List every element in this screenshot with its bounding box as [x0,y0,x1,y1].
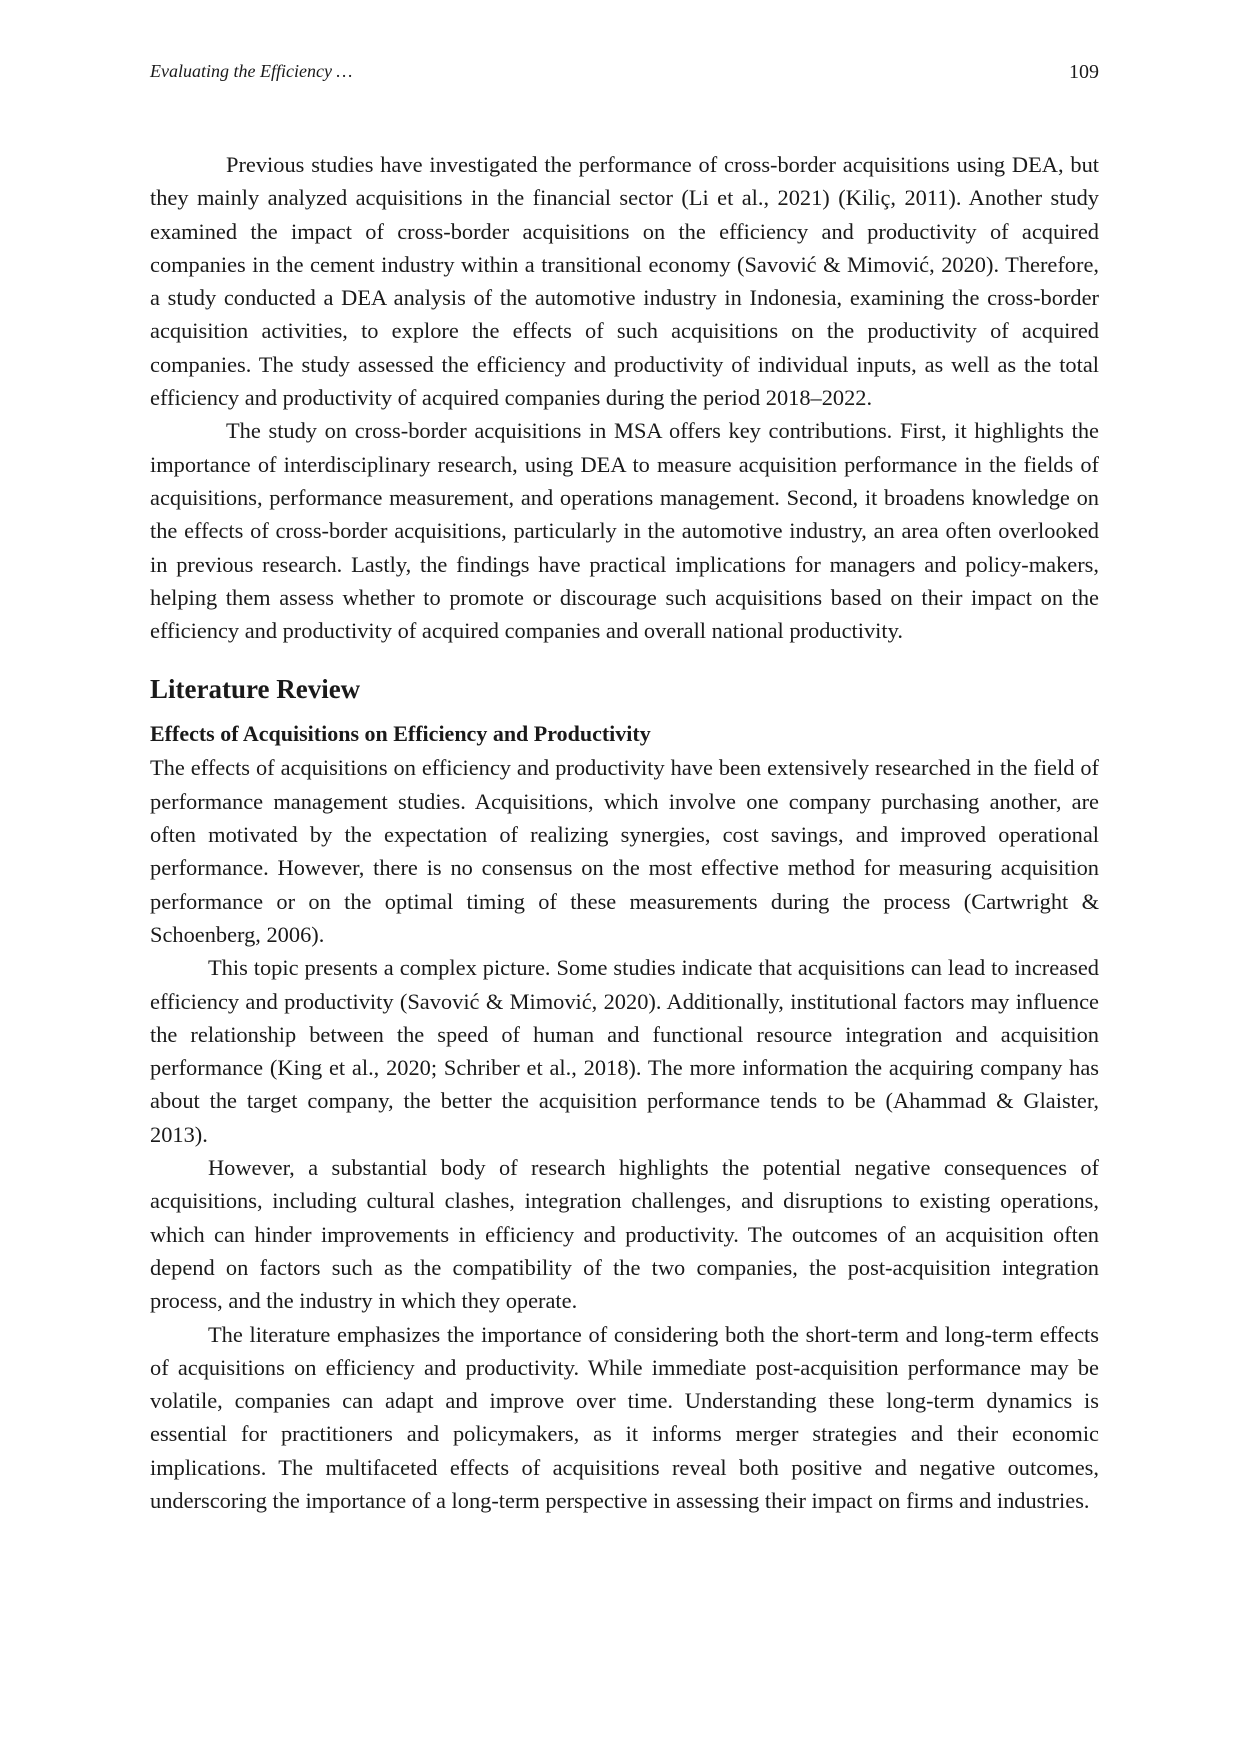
paragraph: The study on cross-border acquisitions in MSA offers key contributions. First, it highlights the importance of interdisciplinary research, using DEA to measure acquisition performance in the fields of acquisitions, performance measurement, and operations management. Second, it broadens knowledge on the effects of cross-border acquisitions, particularly in the automotive industry, an area often overlooked in previous research. Lastly, the findings have practical implications for managers and policy-makers, helping them assess whether to promote or discourage such acquisitions based on their impact on the efficiency and productivity of acquired companies and overall national productivity. [150,418,1099,644]
paragraph: However, a substantial body of research highlights the potential negative consequences of acquisitions, including cultural clashes, integration challenges, and disruptions to existing operations, which can hinder improvements in efficiency and productivity. The outcomes of an acquisition often depend on factors such as the compatibility of the two companies, the post-acquisition integration process, and the industry in which they operate. [150,1155,1099,1314]
subsection-heading: Effects of Acquisitions on Efficiency and Productivity [150,721,651,747]
paragraph: This topic presents a complex picture. Some studies indicate that acquisitions can lead to increased efficiency and productivity (Savović & Mimović, 2020). Additionally, institutional factors may influence the relationship between the speed of human and functional resource integration and acquisition performance (King et al., 2020; Schriber et al., 2018). The more information the acquiring company has about the target company, the better the acquisition performance tends to be (Ahammad & Glaister, 2013). [150,955,1099,1147]
running-header [150,61,1099,87]
page-number: 109 [1069,61,1099,83]
section-heading: Literature Review [150,674,361,705]
paragraph: Previous studies have investigated the performance of cross-border acquisitions using DEA, but they mainly analyzed acquisitions in the financial sector (Li et al., 2021) (Kiliç, 2011). Another study examined the impact of cross-border acquisitions on the efficiency and productivity of acquired companies in the cement industry within a transitional economy (Savović & Mimović, 2020). Therefore, a study conducted a DEA analysis of the automotive industry in Indonesia, examining the cross-border acquisition activities, to explore the effects of such acquisitions on the productivity of acquired companies. The study assessed the efficiency and productivity of individual inputs, as well as the total efficiency and productivity of acquired companies during the period 2018–2022. [150,152,1099,411]
paragraph: The literature emphasizes the importance of considering both the short-term and long-term effects of acquisitions on efficiency and productivity. While immediate post-acquisition performance may be volatile, companies can adapt and improve over time. Understanding these long-term dynamics is essential for practitioners and policymakers, as it informs merger strategies and their economic implications. The multifaceted effects of acquisitions reveal both positive and negative outcomes, underscoring the importance of a long-term perspective in assessing their impact on firms and industries. [150,1321,1099,1513]
running-title: Evaluating the Efficiency … [150,61,353,81]
body-text [150,148,1099,1517]
paragraph: The effects of acquisitions on efficiency and productivity have been extensively researched in the field of performance management studies. Acquisitions, which involve one company purchasing another, are often motivated by the expectation of realizing synergies, cost savings, and improved operational performance. However, there is no consensus on the most effective method for measuring acquisition performance or on the optimal timing of these measurements during the process (Cartwright & Schoenberg, 2006). [150,755,1099,947]
